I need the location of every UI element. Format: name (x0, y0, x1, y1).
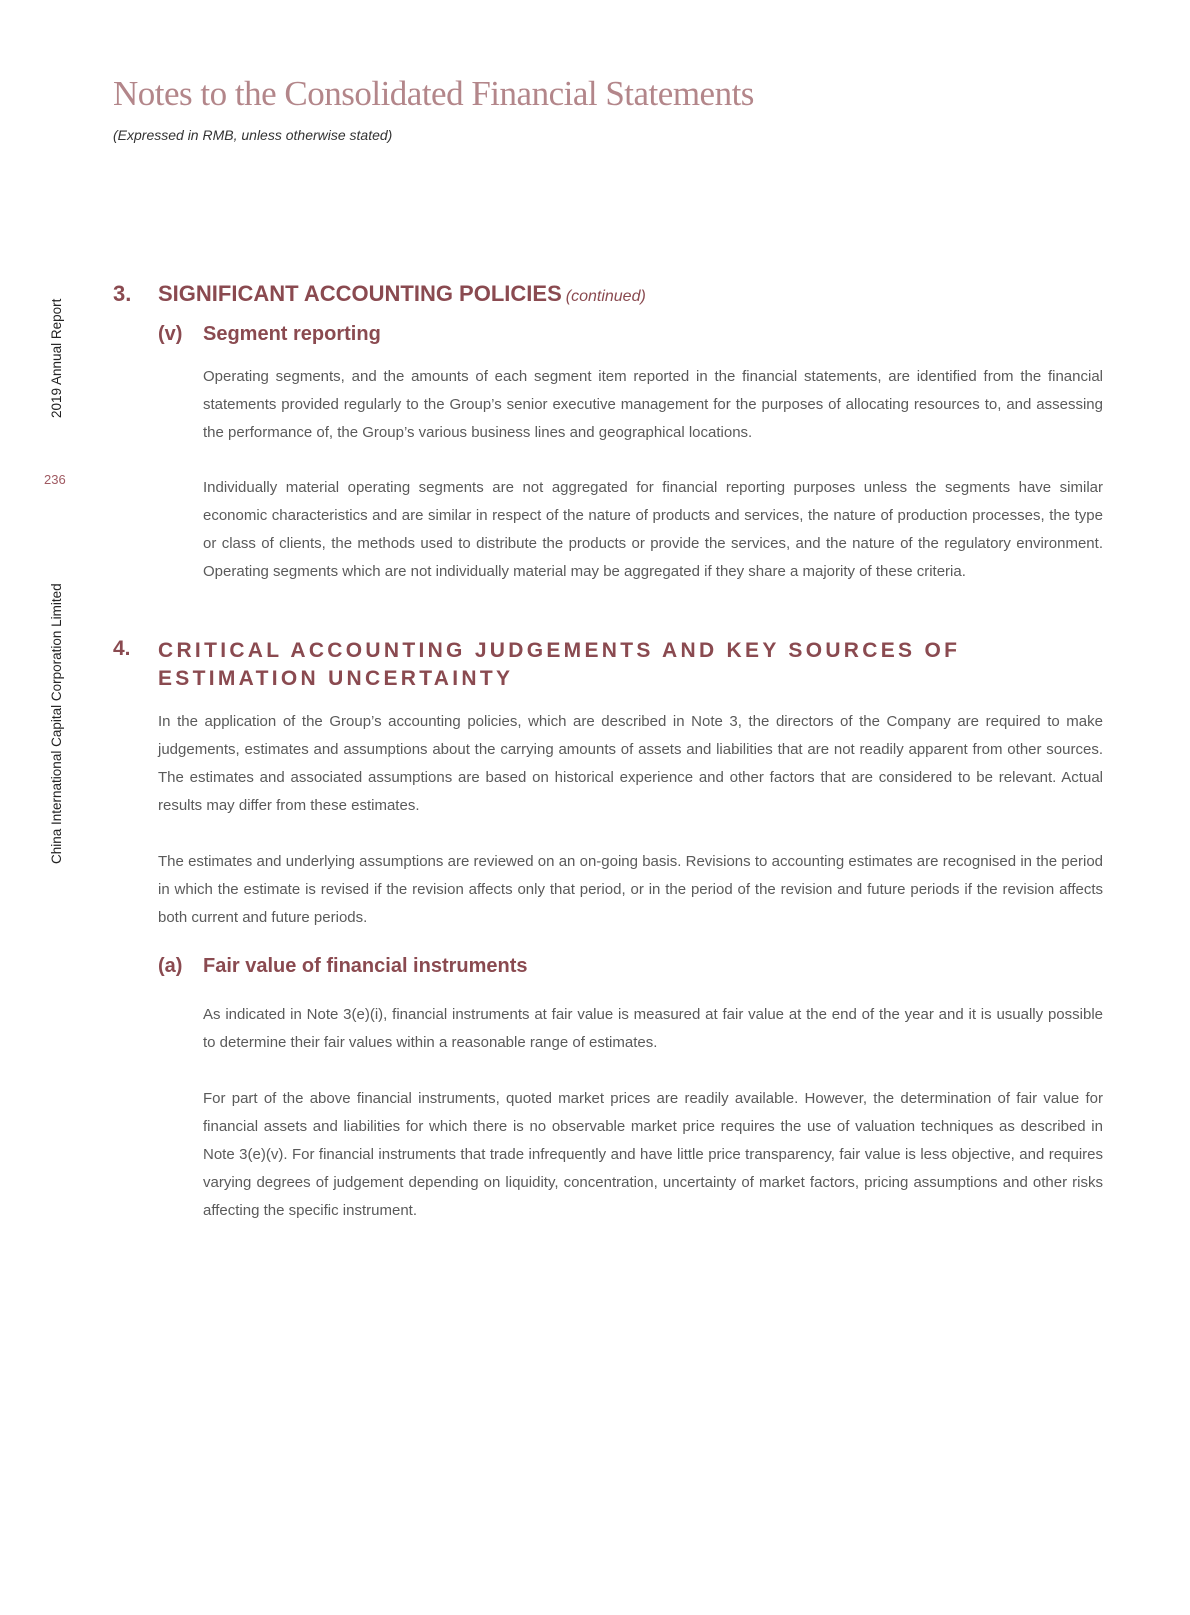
continued-label: (continued) (565, 288, 646, 305)
section-3-title: SIGNIFICANT ACCOUNTING POLICIES (158, 281, 562, 306)
subsection-a-number: (a) (158, 955, 183, 977)
sidebar-report-label: 2019 Annual Report (49, 298, 64, 418)
segment-paragraph-1: Operating segments, and the amounts of each segment item reported in the financial statements, are identified from the financial statements provided regularly to the Group’s senior executive management for the purposes of allocating resources to, and assessing the performance of, the Group’s various business lines and geographical locations. (203, 368, 1103, 441)
section-3-number: 3. (113, 281, 132, 306)
sidebar-company-name: China International Capital Corporation Limited (49, 583, 64, 864)
page-number: 236 (44, 472, 66, 487)
segment-paragraph-2: Individually material operating segments are not aggregated for financial reporting purposes unless the segments have similar economic characteristics and are similar in respect of the nature of products and services, the nature of production processes, the type or class of clients, the methods used to distribute the products or provide the services, and the nature of the regulatory environment. Operating segments which are not individually material may be aggregated if they share a majority of these criteria. (203, 479, 1103, 580)
section-4-number: 4. (113, 637, 131, 660)
subsection-v-number: (v) (158, 323, 183, 345)
subsection-v-title: Segment reporting (203, 323, 381, 345)
section-4-paragraph-2: The estimates and underlying assumptions are reviewed on an on-going basis. Revisions to accounting estimates are recognised in the period in which the estimate is revised if the revision affects only that period, or in the period of the revision and future periods if the revision affects both current and future periods. (158, 853, 1103, 926)
section-4-paragraph-1: In the application of the Group’s accounting policies, which are described in Note 3, the directors of the Company are required to make judgements, estimates and assumptions about the carrying amounts of assets and liabilities that are not readily apparent from other sources. The estimates and associated assumptions are based on historical experience and other factors that are considered to be relevant. Actual results may differ from these estimates. (158, 713, 1103, 814)
fair-value-paragraph-1: As indicated in Note 3(e)(i), financial instruments at fair value is measured at fair value at the end of the year and it is usually possible to determine their fair values within a reasonable range of estimates. (203, 1006, 1103, 1051)
subsection-a-title: Fair value of financial instruments (203, 955, 528, 977)
section-4-title: CRITICAL ACCOUNTING JUDGEMENTS AND KEY SOURCES OF ESTIMATION UNCERTAINTY (158, 639, 961, 690)
fair-value-paragraph-2: For part of the above financial instruments, quoted market prices are readily available. However, the determination of fair value for financial assets and liabilities for which there is no observable market price requires the use of valuation techniques as described in Note 3(e)(v). For financial instruments that trade infrequently and have little price transparency, fair value is less objective, and requires varying degrees of judgement depending on liquidity, concentration, uncertainty of market factors, pricing assumptions and other risks affecting the specific instrument. (203, 1090, 1103, 1219)
page-subtitle: (Expressed in RMB, unless otherwise stated) (113, 127, 393, 143)
page-title: Notes to the Consolidated Financial Statements (113, 74, 754, 113)
